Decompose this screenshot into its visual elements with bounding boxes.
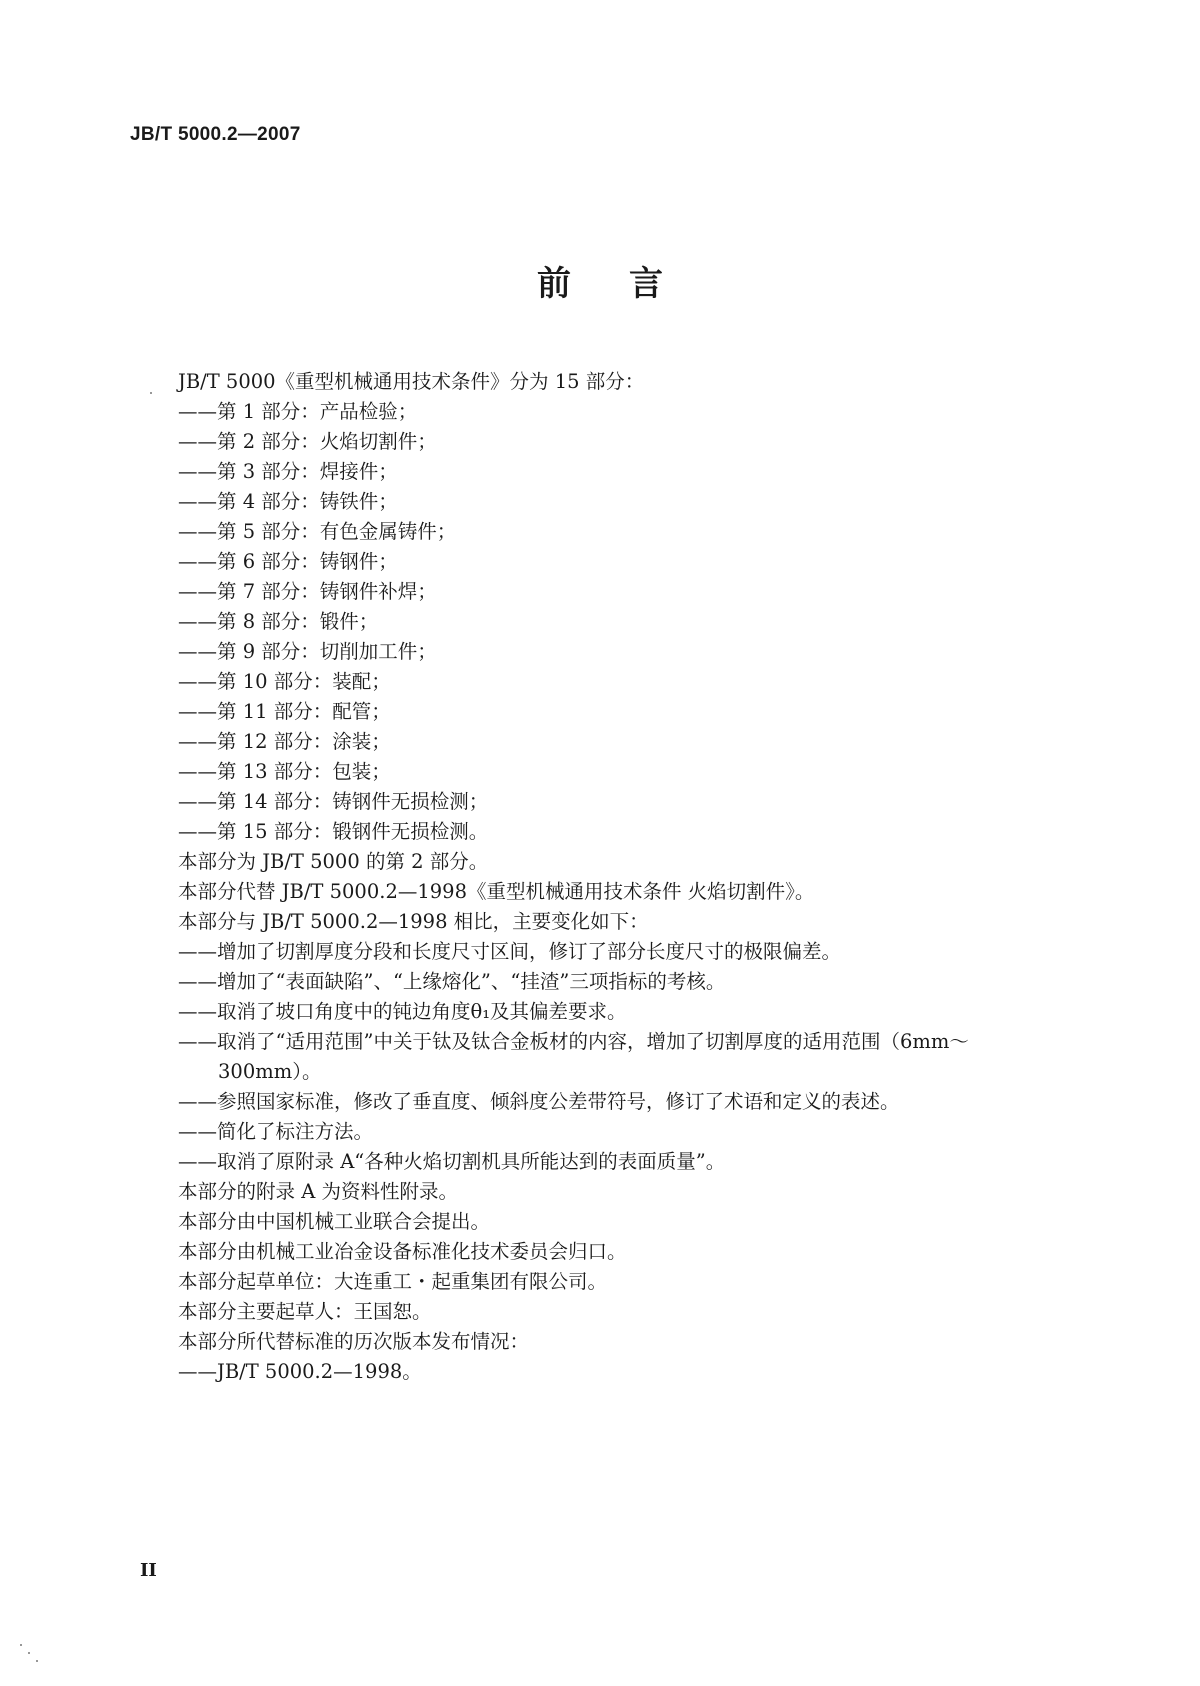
- paragraph-annex: 本部分的附录 A 为资料性附录。: [178, 1180, 458, 1203]
- list-item-part-14: ——第 14 部分：铸钢件无损检测；: [178, 790, 489, 813]
- list-item-part-12: ——第 12 部分：涂装；: [178, 730, 391, 753]
- list-item-part-3: ——第 3 部分：焊接件；: [178, 460, 398, 483]
- list-item-change-5: ——参照国家标准，修改了垂直度、倾斜度公差带符号，修订了术语和定义的表述。: [178, 1090, 900, 1113]
- paragraph-replaces: 本部分代替 JB/T 5000.2—1998《重型机械通用技术条件 火焰切割件》。: [178, 880, 815, 903]
- list-item-change-6: ——简化了标注方法。: [178, 1120, 374, 1143]
- list-item-change-1: ——增加了切割厚度分段和长度尺寸区间，修订了部分长度尺寸的极限偏差。: [178, 940, 842, 963]
- list-item-part-15: ——第 15 部分：锻钢件无损检测。: [178, 820, 489, 843]
- paragraph-proposed-by: 本部分由中国机械工业联合会提出。: [178, 1210, 491, 1233]
- list-item-part-4: ——第 4 部分：铸铁件；: [178, 490, 398, 513]
- list-item-part-7: ——第 7 部分：铸钢件补焊；: [178, 580, 437, 603]
- scan-speck: [28, 1652, 30, 1654]
- paragraph-administered-by: 本部分由机械工业冶金设备标准化技术委员会归口。: [178, 1240, 627, 1263]
- list-item-change-3: ——取消了坡口角度中的钝边角度θ₁及其偏差要求。: [178, 1000, 627, 1023]
- scan-speck: [20, 1644, 22, 1646]
- paragraph-history-intro: 本部分所代替标准的历次版本发布情况：: [178, 1330, 530, 1353]
- list-item-change-7: ——取消了原附录 A“各种火焰切割机具所能达到的表面质量”。: [178, 1150, 726, 1173]
- list-item-change-2: ——增加了“表面缺陷”、“上缘熔化”、“挂渣”三项指标的考核。: [178, 970, 726, 993]
- list-item-part-11: ——第 11 部分：配管；: [178, 700, 391, 723]
- list-item-part-10: ——第 10 部分：装配；: [178, 670, 391, 693]
- list-item-part-5: ——第 5 部分：有色金属铸件；: [178, 520, 457, 543]
- list-item-part-1: ——第 1 部分：产品检验；: [178, 400, 418, 423]
- scan-speck: [150, 392, 152, 394]
- paragraph-part-statement: 本部分为 JB/T 5000 的第 2 部分。: [178, 850, 489, 873]
- list-item-change-4-continued: 300mm）。: [218, 1060, 322, 1083]
- paragraph-intro: JB/T 5000《重型机械通用技术条件》分为 15 部分：: [178, 370, 645, 393]
- list-item-part-13: ——第 13 部分：包装；: [178, 760, 391, 783]
- list-item-part-6: ——第 6 部分：铸钢件；: [178, 550, 398, 573]
- list-item-change-4: ——取消了“适用范围”中关于钛及钛合金板材的内容，增加了切割厚度的适用范围（6mm～: [178, 1030, 969, 1053]
- document-code: JB/T 5000.2—2007: [130, 124, 301, 145]
- list-item-part-9: ——第 9 部分：切削加工件；: [178, 640, 437, 663]
- scan-speck: [36, 1660, 38, 1662]
- list-item-history-1: ——JB/T 5000.2—1998。: [178, 1360, 422, 1383]
- paragraph-drafter: 本部分主要起草人：王国恕。: [178, 1300, 432, 1323]
- page-number: II: [140, 1560, 157, 1581]
- list-item-part-8: ——第 8 部分：锻件；: [178, 610, 379, 633]
- paragraph-changes-intro: 本部分与 JB/T 5000.2—1998 相比，主要变化如下：: [178, 910, 649, 933]
- list-item-part-2: ——第 2 部分：火焰切割件；: [178, 430, 437, 453]
- paragraph-drafting-unit: 本部分起草单位：大连重工・起重集团有限公司。: [178, 1270, 608, 1293]
- page-title: 前言: [537, 264, 721, 304]
